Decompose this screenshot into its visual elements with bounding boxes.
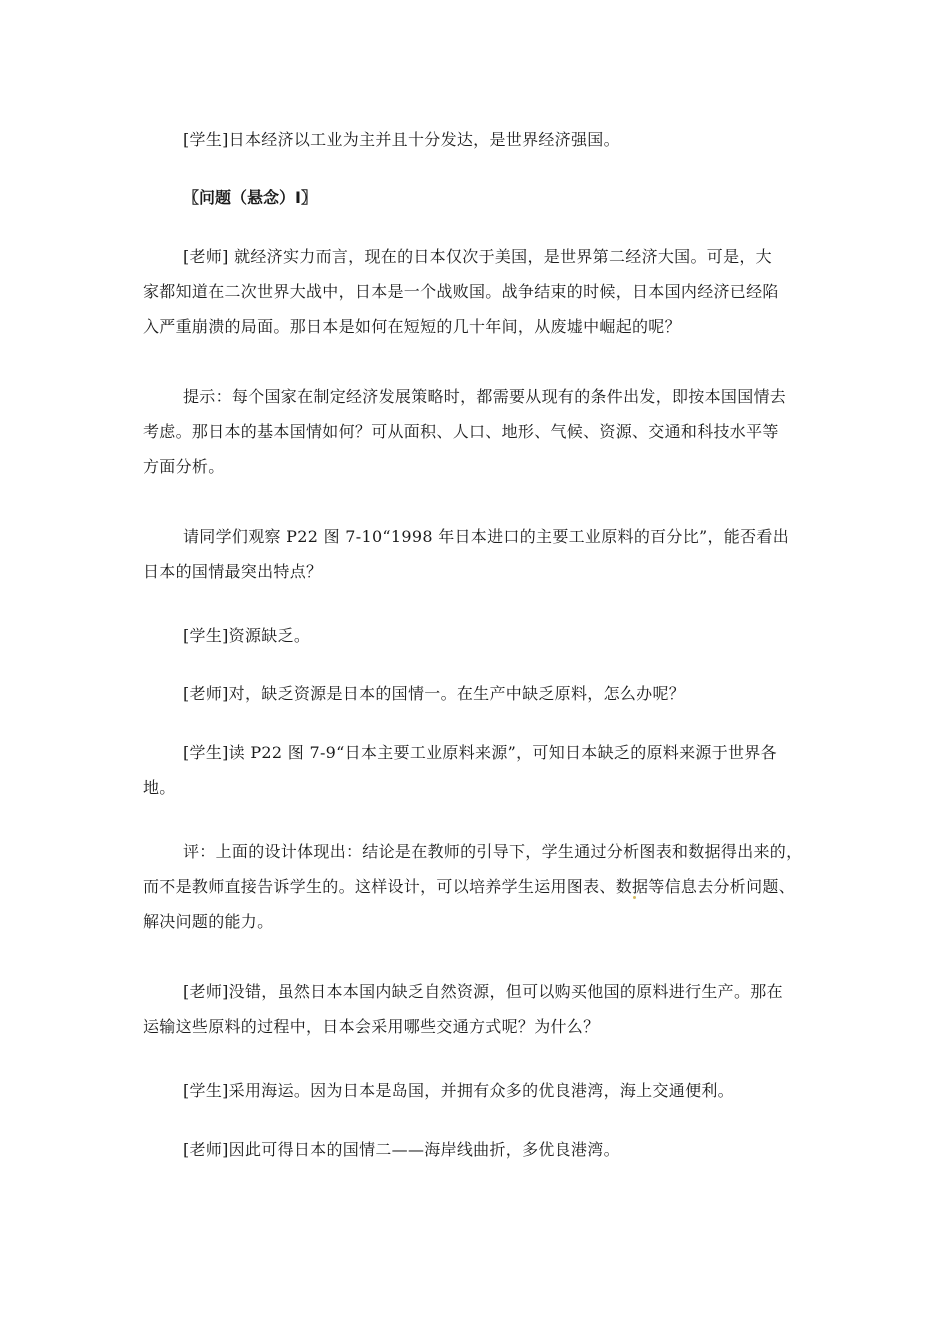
paragraph-teacher-1 bbox=[143, 239, 815, 344]
text-line: [学生]日本经济以工业为主并且十分发达，是世界经济强国。 bbox=[183, 130, 620, 149]
section-heading: 〖问题（悬念）Ⅰ〗 bbox=[183, 188, 317, 207]
text-line: [老师] 就经济实力而言，现在的日本仅次于美国，是世界第二经济大国。可是，大 bbox=[183, 247, 772, 266]
text-line: 地。 bbox=[143, 778, 176, 797]
text-line: 运输这些原料的过程中，日本会采用哪些交通方式呢？为什么？ bbox=[143, 1017, 600, 1036]
paragraph-student-1 bbox=[143, 122, 815, 157]
paragraph-comment bbox=[143, 834, 815, 939]
paragraph-teacher-4 bbox=[143, 1132, 815, 1167]
paragraph-student-3 bbox=[143, 735, 815, 805]
text-line: [老师]对，缺乏资源是日本的国情一。在生产中缺乏原料，怎么办呢？ bbox=[183, 684, 686, 703]
text-line: 解决问题的能力。 bbox=[143, 912, 274, 931]
text-line: [老师]没错，虽然日本本国内缺乏自然资源，但可以购买他国的原料进行生产。那在 bbox=[183, 982, 783, 1001]
text-line: 家都知道在二次世界大战中，日本是一个战败国。战争结束的时候，日本国内经济已经陷 bbox=[143, 282, 779, 301]
text-line: 提示：每个国家在制定经济发展策略时，都需要从现有的条件出发，即按本国国情去 bbox=[183, 387, 787, 406]
text-line: 方面分析。 bbox=[143, 457, 225, 476]
text-line: [学生]读 P22 图 7-9“日本主要工业原料来源”，可知日本缺乏的原料来源于世界各 bbox=[183, 743, 777, 762]
text-line: 请同学们观察 P22 图 7-10“1998 年日本进口的主要工业原料的百分比”，能否看出 bbox=[183, 527, 789, 546]
paragraph-student-2 bbox=[143, 618, 815, 653]
paragraph-observe bbox=[143, 519, 815, 589]
paragraph-student-4 bbox=[143, 1073, 815, 1108]
text-line: 而不是教师直接告诉学生的。这样设计，可以培养学生运用图表、数据等信息去分析问题、 bbox=[143, 877, 796, 896]
paragraph-hint bbox=[143, 379, 815, 484]
text-line: 日本的国情最突出特点？ bbox=[143, 562, 323, 581]
paragraph-teacher-2 bbox=[143, 676, 815, 711]
stray-mark bbox=[633, 896, 636, 899]
text-line: 考虑。那日本的基本国情如何？可从面积、人口、地形、气候、资源、交通和科技水平等 bbox=[143, 422, 779, 441]
paragraph-teacher-3 bbox=[143, 974, 815, 1044]
text-line: 入严重崩溃的局面。那日本是如何在短短的几十年间，从废墟中崛起的呢？ bbox=[143, 317, 681, 336]
text-line: [老师]因此可得日本的国情二——海岸线曲折，多优良港湾。 bbox=[183, 1140, 620, 1159]
text-line: 评：上面的设计体现出：结论是在教师的引导下，学生通过分析图表和数据得出来的， bbox=[183, 842, 803, 861]
text-line: [学生]资源缺乏。 bbox=[183, 626, 311, 645]
text-line: [学生]采用海运。因为日本是岛国，并拥有众多的优良港湾，海上交通便利。 bbox=[183, 1081, 734, 1100]
